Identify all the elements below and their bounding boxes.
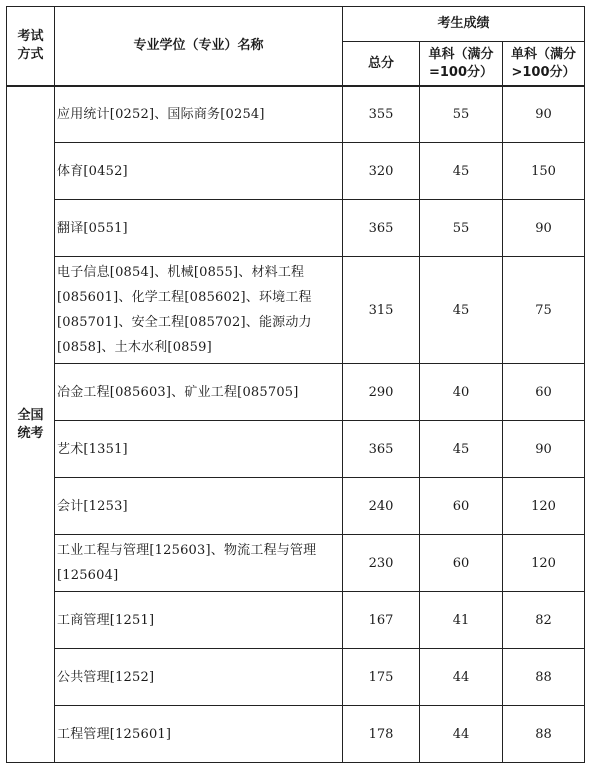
- total-cell: 175: [343, 649, 420, 706]
- major-cell: 工商管理[1251]: [55, 592, 343, 649]
- score-table-container: [6, 6, 584, 763]
- single-100-cell: 45: [420, 143, 503, 200]
- major-cell: 会计[1253]: [55, 478, 343, 535]
- single-100-cell: 40: [420, 364, 503, 421]
- single-over100-cell: 88: [503, 649, 585, 706]
- single-over100-cell: 150: [503, 143, 585, 200]
- single-over100-cell: 88: [503, 706, 585, 763]
- header-major: 专业学位（专业）名称: [55, 7, 343, 87]
- table-row: [7, 592, 585, 649]
- table-row: [7, 200, 585, 257]
- header-method: 考试方式: [7, 7, 55, 87]
- single-100-cell: 44: [420, 706, 503, 763]
- header-single-over100: 单科（满分>100分）: [503, 42, 585, 87]
- table-row: [7, 706, 585, 763]
- single-100-cell: 45: [420, 257, 503, 364]
- major-cell: 工业工程与管理[125603]、物流工程与管理[125604]: [55, 535, 343, 592]
- table-row: [7, 143, 585, 200]
- single-over100-cell: 75: [503, 257, 585, 364]
- single-over100-cell: 90: [503, 421, 585, 478]
- total-cell: 320: [343, 143, 420, 200]
- table-row: [7, 86, 585, 143]
- major-cell: 公共管理[1252]: [55, 649, 343, 706]
- major-cell: 体育[0452]: [55, 143, 343, 200]
- major-cell: 冶金工程[085603]、矿业工程[085705]: [55, 364, 343, 421]
- single-100-cell: 55: [420, 200, 503, 257]
- single-100-cell: 45: [420, 421, 503, 478]
- total-cell: 355: [343, 86, 420, 143]
- major-cell: 工程管理[125601]: [55, 706, 343, 763]
- score-table: [6, 6, 585, 763]
- table-row: [7, 421, 585, 478]
- header-total: 总分: [343, 42, 420, 87]
- method-cell: 全国统考: [7, 86, 55, 763]
- single-100-cell: 41: [420, 592, 503, 649]
- total-cell: 178: [343, 706, 420, 763]
- single-100-cell: 44: [420, 649, 503, 706]
- major-cell: 电子信息[0854]、机械[0855]、材料工程[085601]、化学工程[085602]、环境工程[085701]、安全工程[085702]、能源动力[0858]、土木水利[0859]: [55, 257, 343, 364]
- total-cell: 365: [343, 421, 420, 478]
- table-row: [7, 535, 585, 592]
- single-100-cell: 60: [420, 478, 503, 535]
- single-over100-cell: 90: [503, 200, 585, 257]
- major-cell: 艺术[1351]: [55, 421, 343, 478]
- total-cell: 365: [343, 200, 420, 257]
- single-over100-cell: 120: [503, 535, 585, 592]
- total-cell: 315: [343, 257, 420, 364]
- header-single-100: 单科（满分=100分）: [420, 42, 503, 87]
- table-header: [7, 7, 585, 87]
- single-over100-cell: 90: [503, 86, 585, 143]
- single-over100-cell: 60: [503, 364, 585, 421]
- table-row: [7, 364, 585, 421]
- major-cell: 应用统计[0252]、国际商务[0254]: [55, 86, 343, 143]
- single-100-cell: 60: [420, 535, 503, 592]
- table-body: [7, 86, 585, 763]
- total-cell: 290: [343, 364, 420, 421]
- total-cell: 167: [343, 592, 420, 649]
- major-cell: 翻译[0551]: [55, 200, 343, 257]
- single-over100-cell: 120: [503, 478, 585, 535]
- table-row: [7, 649, 585, 706]
- single-over100-cell: 82: [503, 592, 585, 649]
- header-score-group: 考生成绩: [343, 7, 585, 42]
- table-row: [7, 257, 585, 364]
- total-cell: 240: [343, 478, 420, 535]
- table-row: [7, 478, 585, 535]
- single-100-cell: 55: [420, 86, 503, 143]
- total-cell: 230: [343, 535, 420, 592]
